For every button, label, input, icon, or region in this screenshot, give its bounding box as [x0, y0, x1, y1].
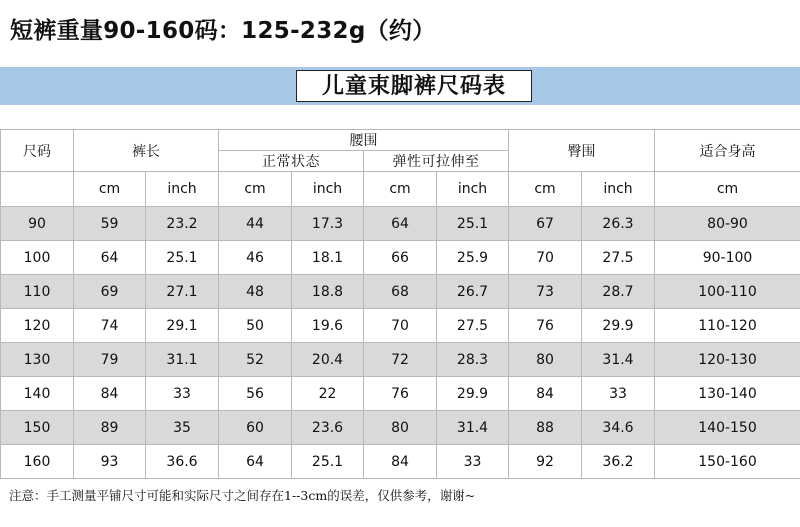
- size-cell: 160: [1, 445, 74, 479]
- table-cell: 20.4: [292, 343, 364, 377]
- table-cell: 64: [364, 207, 437, 241]
- table-cell: 28.7: [582, 275, 655, 309]
- table-cell: 150-160: [655, 445, 800, 479]
- table-cell: 64: [219, 445, 292, 479]
- table-cell: 120-130: [655, 343, 800, 377]
- table-cell: 80: [509, 343, 582, 377]
- table-cell: 27.5: [437, 309, 509, 343]
- table-cell: 88: [509, 411, 582, 445]
- unit-cell: inch: [437, 172, 509, 207]
- table-row: [1, 275, 800, 309]
- table-cell: 29.9: [437, 377, 509, 411]
- unit-cell: cm: [364, 172, 437, 207]
- table-cell: 33: [582, 377, 655, 411]
- title-banner: [0, 67, 800, 105]
- table-cell: 70: [509, 241, 582, 275]
- size-cell: 100: [1, 241, 74, 275]
- table-cell: 28.3: [437, 343, 509, 377]
- table-row: [1, 445, 800, 479]
- table-cell: 67: [509, 207, 582, 241]
- table-cell: 76: [364, 377, 437, 411]
- measurement-note: 注意：手工测量平铺尺寸可能和实际尺寸之间存在1--3cm的误差，仅供参考，谢谢~: [9, 488, 476, 503]
- table-cell: 17.3: [292, 207, 364, 241]
- table-cell: 27.5: [582, 241, 655, 275]
- table-row: [1, 241, 800, 275]
- table-row: [1, 343, 800, 377]
- header-waist-normal: 正常状态: [219, 151, 364, 172]
- table-cell: 66: [364, 241, 437, 275]
- table-cell: 64: [74, 241, 146, 275]
- table-cell: 60: [219, 411, 292, 445]
- table-cell: 80: [364, 411, 437, 445]
- unit-cell: inch: [582, 172, 655, 207]
- unit-cell: cm: [219, 172, 292, 207]
- table-cell: 59: [74, 207, 146, 241]
- table-cell: 35: [146, 411, 219, 445]
- header-hip: 臀围: [509, 130, 655, 172]
- table-row: [1, 377, 800, 411]
- table-cell: 92: [509, 445, 582, 479]
- table-cell: 68: [364, 275, 437, 309]
- table-cell: 69: [74, 275, 146, 309]
- table-cell: 50: [219, 309, 292, 343]
- table-cell: 26.3: [582, 207, 655, 241]
- table-cell: 18.1: [292, 241, 364, 275]
- table-cell: 84: [509, 377, 582, 411]
- table-cell: 52: [219, 343, 292, 377]
- table-cell: 25.1: [146, 241, 219, 275]
- table-cell: 89: [74, 411, 146, 445]
- unit-cell: cm: [74, 172, 146, 207]
- table-cell: 26.7: [437, 275, 509, 309]
- table-cell: 25.1: [437, 207, 509, 241]
- table-cell: 27.1: [146, 275, 219, 309]
- table-cell: 36.2: [582, 445, 655, 479]
- size-table: [0, 129, 800, 479]
- table-cell: 93: [74, 445, 146, 479]
- table-cell: 18.8: [292, 275, 364, 309]
- table-cell: 79: [74, 343, 146, 377]
- table-cell: 84: [364, 445, 437, 479]
- weight-info: 短裤重量90-160码：125-232g（约）: [10, 18, 436, 44]
- table-cell: 130-140: [655, 377, 800, 411]
- unit-cell: inch: [146, 172, 219, 207]
- size-cell: 120: [1, 309, 74, 343]
- table-cell: 33: [146, 377, 219, 411]
- table-cell: 34.6: [582, 411, 655, 445]
- table-cell: 70: [364, 309, 437, 343]
- table-row: [1, 207, 800, 241]
- header-waist-stretch: 弹性可拉伸至: [364, 151, 509, 172]
- table-title: 儿童束脚裤尺码表: [296, 70, 532, 102]
- table-cell: 48: [219, 275, 292, 309]
- table-cell: 90-100: [655, 241, 800, 275]
- table-cell: 31.1: [146, 343, 219, 377]
- units-blank: [1, 172, 74, 207]
- table-cell: 31.4: [582, 343, 655, 377]
- table-cell: 72: [364, 343, 437, 377]
- unit-cell: cm: [655, 172, 800, 207]
- table-row: [1, 411, 800, 445]
- table-cell: 74: [74, 309, 146, 343]
- table-cell: 110-120: [655, 309, 800, 343]
- table-cell: 80-90: [655, 207, 800, 241]
- table-cell: 29.1: [146, 309, 219, 343]
- unit-cell: inch: [292, 172, 364, 207]
- header-waist: 腰围: [219, 130, 509, 151]
- header-pants-length: 裤长: [74, 130, 219, 172]
- table-cell: 73: [509, 275, 582, 309]
- table-cell: 25.9: [437, 241, 509, 275]
- table-cell: 22: [292, 377, 364, 411]
- table-cell: 31.4: [437, 411, 509, 445]
- unit-cell: cm: [509, 172, 582, 207]
- table-cell: 84: [74, 377, 146, 411]
- table-cell: 36.6: [146, 445, 219, 479]
- table-cell: 100-110: [655, 275, 800, 309]
- table-cell: 25.1: [292, 445, 364, 479]
- table-cell: 29.9: [582, 309, 655, 343]
- table-cell: 140-150: [655, 411, 800, 445]
- table-cell: 76: [509, 309, 582, 343]
- units-row: [1, 172, 800, 207]
- table-row: [1, 309, 800, 343]
- table-cell: 33: [437, 445, 509, 479]
- table-cell: 23.2: [146, 207, 219, 241]
- header-size: 尺码: [1, 130, 74, 172]
- size-cell: 90: [1, 207, 74, 241]
- table-cell: 46: [219, 241, 292, 275]
- table-cell: 56: [219, 377, 292, 411]
- table-cell: 19.6: [292, 309, 364, 343]
- size-cell: 110: [1, 275, 74, 309]
- header-height: 适合身高: [655, 130, 800, 172]
- size-cell: 150: [1, 411, 74, 445]
- size-cell: 140: [1, 377, 74, 411]
- table-cell: 44: [219, 207, 292, 241]
- size-cell: 130: [1, 343, 74, 377]
- table-cell: 23.6: [292, 411, 364, 445]
